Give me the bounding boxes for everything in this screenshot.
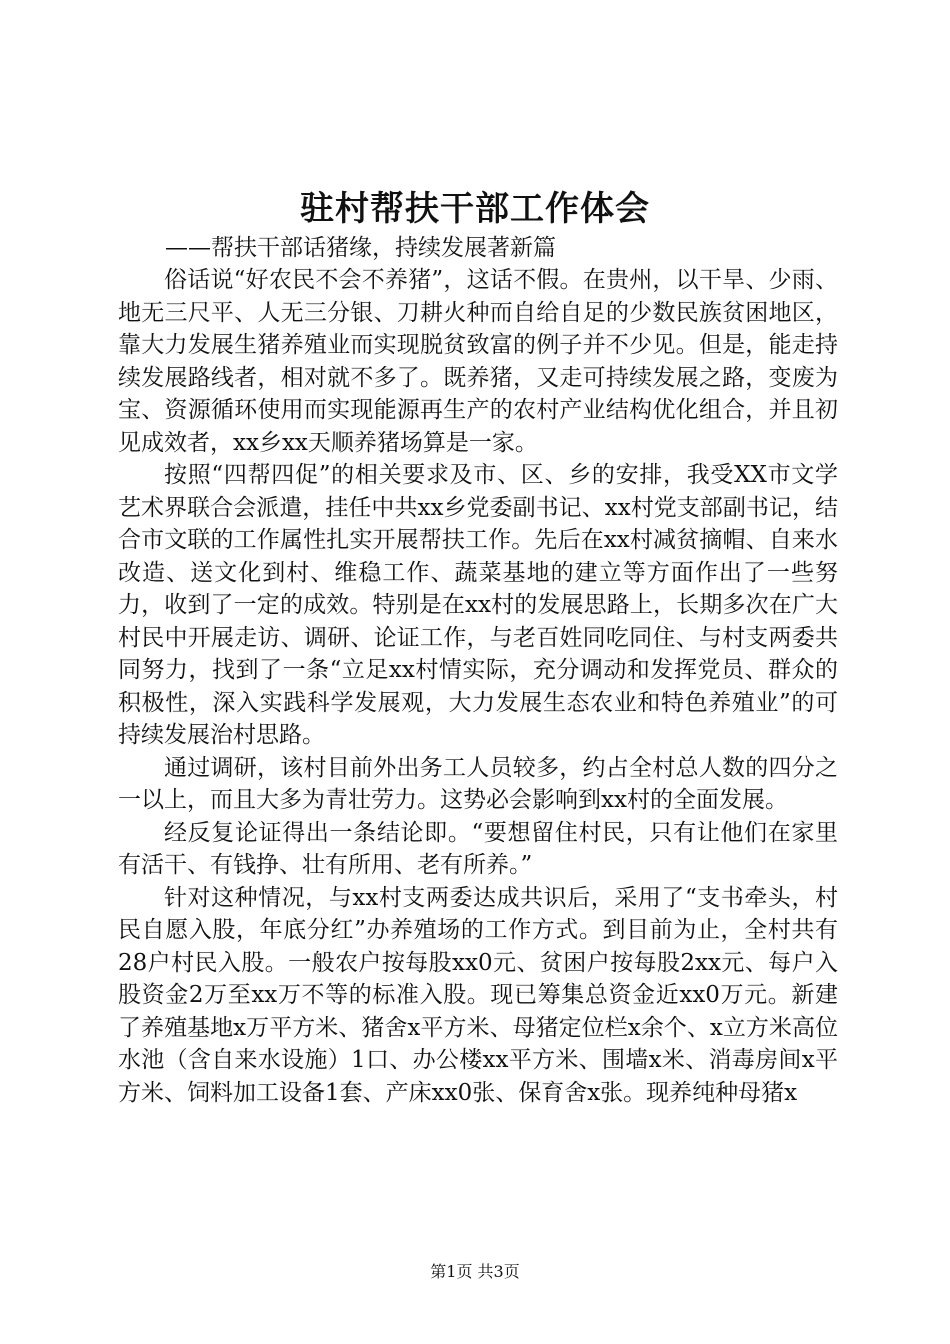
page-footer: 第1页 共3页 — [430, 1262, 520, 1281]
page-title: 驻村帮扶干部工作体会 — [300, 189, 650, 229]
paragraph: 通过调研，该村目前外出务工人员较多，约占全村总人数的四分之一以上，而且大多为青壮劳力。这势必会影响到xx村的全面发展。 — [118, 754, 838, 813]
paragraph: 俗话说“好农民不会不养猪”，这话不假。在贵州，以干旱、少雨、地无三尺平、人无三分银、刀耕火种而自给自足的少数民族贫困地区，靠大力发展生猪养殖业而实现脱贫致富的例子并不少见。但是，能走持续发展路线者，相对就不多了。既养猪，又走可持续发展之路，变废为宝、资源循环使用而实现能源再生产的农村产业结构优化组合，并且初见成效者，xx乡xx天顺养猪场算是一家。 — [118, 267, 838, 456]
paragraph: 针对这种情况，与xx村支两委达成共识后，采用了“支书牵头，村民自愿入股，年底分红”办养殖场的工作方式。到目前为止，全村共有28户村民入股。一般农户按每股xx0元、贫困户按每股2xx元、每户入股资金2万至xx万不等的标准入股。现已筹集总资金近xx0万元。新建了养殖基地x万平方米、猪舍x平方米、母猪定位栏x余个、x立方米高位水池（含自来水设施）1口、办公楼xx平方米、围墙x米、消毒房间x平方米、饲料加工设备1套、产床xx0张、保育舍x张。现养纯种母猪x — [118, 884, 838, 1106]
paragraph: 按照“四帮四促”的相关要求及市、区、乡的安排，我受XX市文学艺术界联合会派遣，挂任中共xx乡党委副书记、xx村党支部副书记，结合市文联的工作属性扎实开展帮扶工作。先后在xx村减贫摘帽、自来水改造、送文化到村、维稳工作、蔬菜基地的建立等方面作出了一些努力，收到了一定的成效。特别是在xx村的发展思路上，长期多次在广大村民中开展走访、调研、论证工作，与老百姓同吃同住、与村支两委共同努力，找到了一条“立足xx村情实际，充分调动和发挥党员、群众的积极性，深入实践科学发展观，大力发展生态农业和特色养殖业”的可持续发展治村思路。 — [118, 462, 838, 748]
paragraph: 经反复论证得出一条结论即。“要想留住村民，只有让他们在家里有活干、有钱挣、壮有所用、老有所养。” — [118, 819, 838, 878]
page-subtitle: ——帮扶干部话猪缘，持续发展著新篇 — [165, 235, 556, 261]
document-body — [118, 264, 838, 1109]
